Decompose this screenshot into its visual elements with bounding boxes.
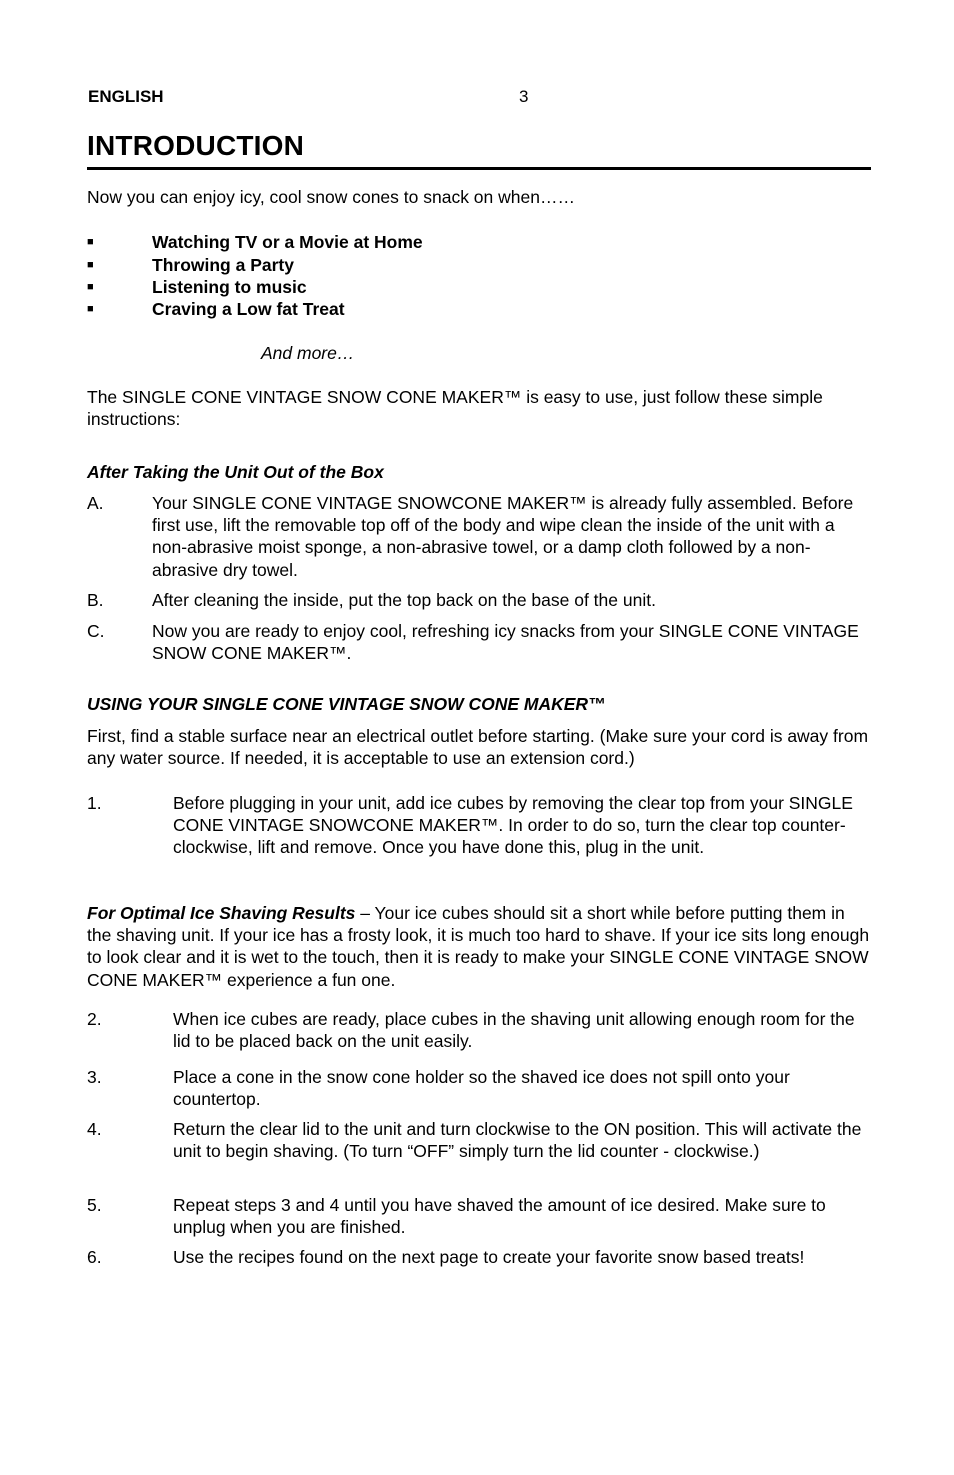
and-more-text: And more… <box>261 343 355 363</box>
bullet-square-icon: ■ <box>87 259 94 271</box>
step-label: 2. <box>87 1009 102 1029</box>
bullet-square-icon: ■ <box>87 303 94 315</box>
step-text: When ice cubes are ready, place cubes in the shaving unit allowing enough room for the lid to be placed back on the unit easily. <box>173 1009 855 1052</box>
bullet-square-icon: ■ <box>87 281 94 293</box>
item-text: Your SINGLE CONE VINTAGE SNOWCONE MAKER™ is already fully assembled. Before first use, lift the removable top off of the body and wipe clean the inside of the unit with a non-abrasive moist sponge, a non-abrasive towel, or a damp cloth followed by a non-abrasive dry towel. <box>152 493 854 580</box>
item-text: After cleaning the inside, put the top back on the base of the unit. <box>152 590 656 610</box>
step-label: 4. <box>87 1119 102 1139</box>
item-label: A. <box>87 493 104 513</box>
using-intro: First, find a stable surface near an electrical outlet before starting. (Make sure your cord is away from any water source. If needed, it is acceptable to use an extension cord.) <box>87 726 869 769</box>
easy-paragraph: The SINGLE CONE VINTAGE SNOW CONE MAKER™ is easy to use, just follow these simple instructions: <box>87 387 823 430</box>
step-label: 1. <box>87 793 102 813</box>
bullet-text: Craving a Low fat Treat <box>152 299 345 319</box>
step-text: Use the recipes found on the next page to create your favorite snow based treats! <box>173 1247 805 1267</box>
title-divider <box>87 167 871 170</box>
section-heading-using: USING YOUR SINGLE CONE VINTAGE SNOW CONE MAKER™ <box>87 694 606 714</box>
header-page-number: 3 <box>519 87 529 106</box>
bullet-text: Listening to music <box>152 277 307 297</box>
header-language: ENGLISH <box>88 87 164 106</box>
tip-text: – Your ice cubes should sit a short while before putting them in the shaving unit. If your ice has a frosty look, it is much too hard to shave. If your ice sits long enough to look clear and it is wet to the touch, then it is ready to make your SINGLE CONE VINTAGE SNOW CONE MAKER™ experience a fun one. <box>87 903 870 990</box>
bullet-square-icon: ■ <box>87 236 94 248</box>
step-label: 5. <box>87 1195 102 1215</box>
item-text: Now you are ready to enjoy cool, refreshing icy snacks from your SINGLE CONE VINTAGE SNOW CONE MAKER™. <box>152 621 859 664</box>
step-label: 3. <box>87 1067 102 1087</box>
bullet-text: Throwing a Party <box>152 255 294 275</box>
bullet-text: Watching TV or a Movie at Home <box>152 232 423 252</box>
tip-paragraph <box>87 902 872 991</box>
intro-line: Now you can enjoy icy, cool snow cones to snack on when…… <box>87 187 575 207</box>
tip-heading: For Optimal Ice Shaving Results <box>87 903 356 923</box>
item-label: B. <box>87 590 104 610</box>
step-text: Repeat steps 3 and 4 until you have shaved the amount of ice desired. Make sure to unplug when you are finished. <box>173 1195 826 1238</box>
page-title: INTRODUCTION <box>87 130 305 161</box>
section-heading-unboxing: After Taking the Unit Out of the Box <box>87 462 384 482</box>
item-label: C. <box>87 621 105 641</box>
step-text: Before plugging in your unit, add ice cubes by removing the clear top from your SINGLE CONE VINTAGE SNOWCONE MAKER™. In order to do so, turn the clear top counter-clockwise, lift and remove. Once you have done this, plug in the unit. <box>173 793 853 858</box>
step-text: Place a cone in the snow cone holder so the shaved ice does not spill onto your countertop. <box>173 1067 790 1110</box>
step-label: 6. <box>87 1247 102 1267</box>
step-text: Return the clear lid to the unit and turn clockwise to the ON position. This will activate the unit to begin shaving. (To turn “OFF” simply turn the lid counter - clockwise.) <box>173 1119 862 1162</box>
